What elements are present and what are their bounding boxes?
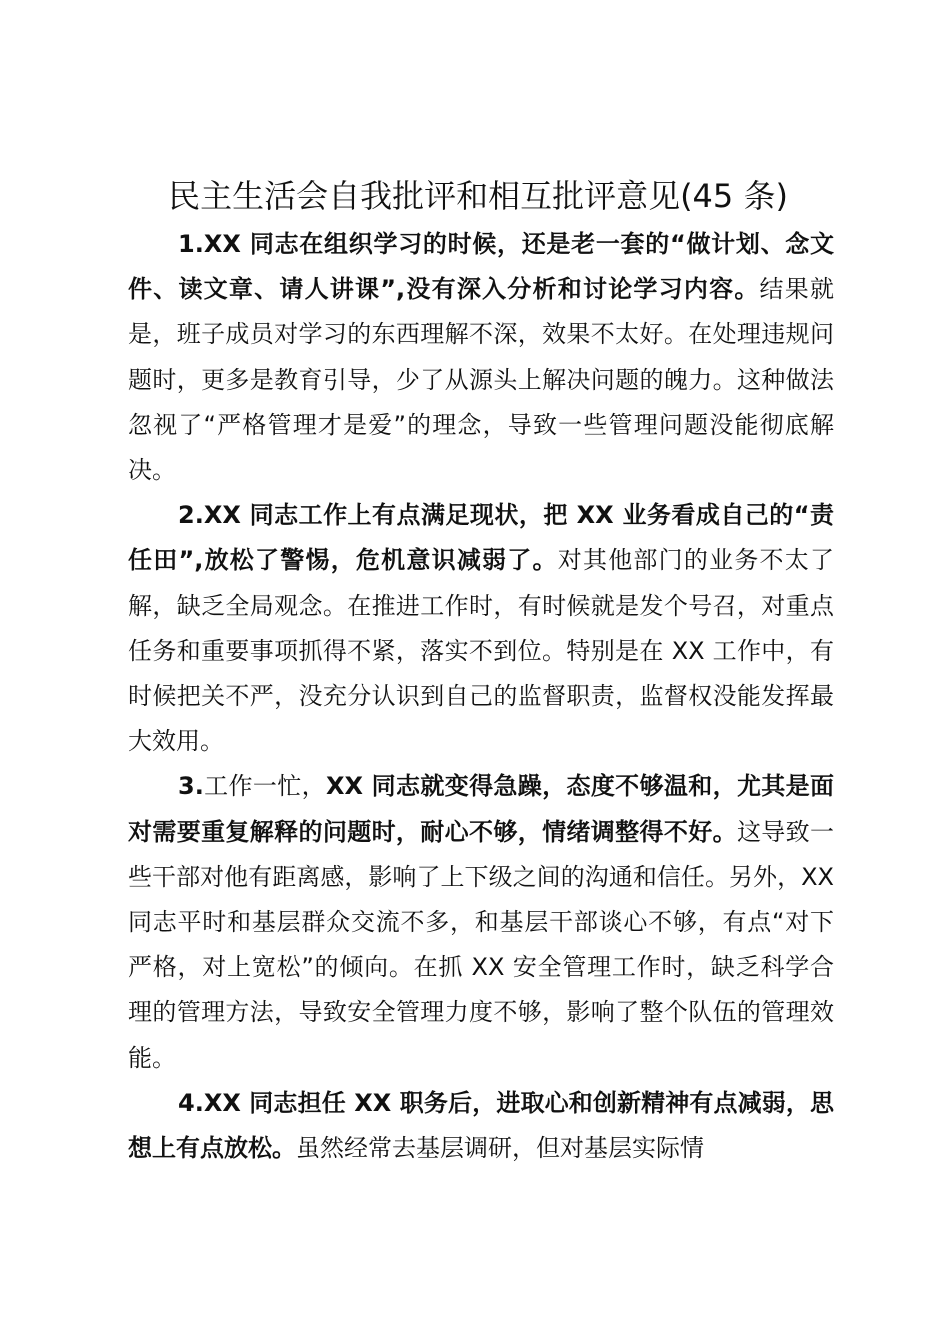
paragraph-3-lead-plain: 工作一忙， [203,772,326,801]
paragraph-4-body: 虽然经常去基层调研，但对基层实际情 [296,1134,704,1163]
paragraph-3-body: 这导致一些干部对他有距离感，影响了上下级之间的沟通和信任。另外，XX 同志平时和基层群众交流不多，和基层干部谈心不够，有点“对下严格，对上宽松”的倾向。在抓 XX 安全管理工作时，缺乏科学合理的管理方法，导致安全管理力度不够，影响了整个队伍的管理效能。 [128,817,835,1072]
paragraph-3 [128,764,834,1080]
paragraph-4-lead: 4.XX 同志担任 XX 职务后，进取心和创新精神有点减弱，思想上有点放松。 [128,1088,834,1163]
paragraph-1-lead: 1.XX 同志在组织学习的时候，还是老一套的“做计划、念文件、读文章、请人讲课”,没有深入分析和讨论学习内容。 [128,230,834,304]
paragraph-4 [128,1081,834,1171]
paragraph-2-body: 对其他部门的业务不太了解，缺乏全局观念。在推进工作时，有时候就是发个号召，对重点任务和重要事项抓得不紧，落实不到位。特别是在 XX 工作中，有时候把关不严，没充分认识到自己的监督职责，监督权没能发挥最大效用。 [128,546,835,756]
paragraph-2 [128,493,834,764]
paragraph-1 [128,222,834,493]
document-body [128,222,834,1171]
paragraph-3-number: 3. [178,772,204,801]
document-title: 民主生活会自我批评和相互批评意见(45 条) [168,177,788,215]
paragraph-3-lead: XX 同志就变得急躁，态度不够温和，尤其是面对需要重复解释的问题时，耐心不够，情绪调整得不好。 [128,772,835,846]
paragraph-1-body: 结果就是，班子成员对学习的东西理解不深，效果不太好。在处理违规问题时，更多是教育引导，少了从源头上解决问题的魄力。这种做法忽视了“严格管理才是爱”的理念，导致一些管理问题没能彻底解决。 [128,275,834,485]
paragraph-2-lead: 2.XX 同志工作上有点满足现状，把 XX 业务看成自己的“责任田”,放松了警惕，危机意识减弱了。 [128,501,834,575]
